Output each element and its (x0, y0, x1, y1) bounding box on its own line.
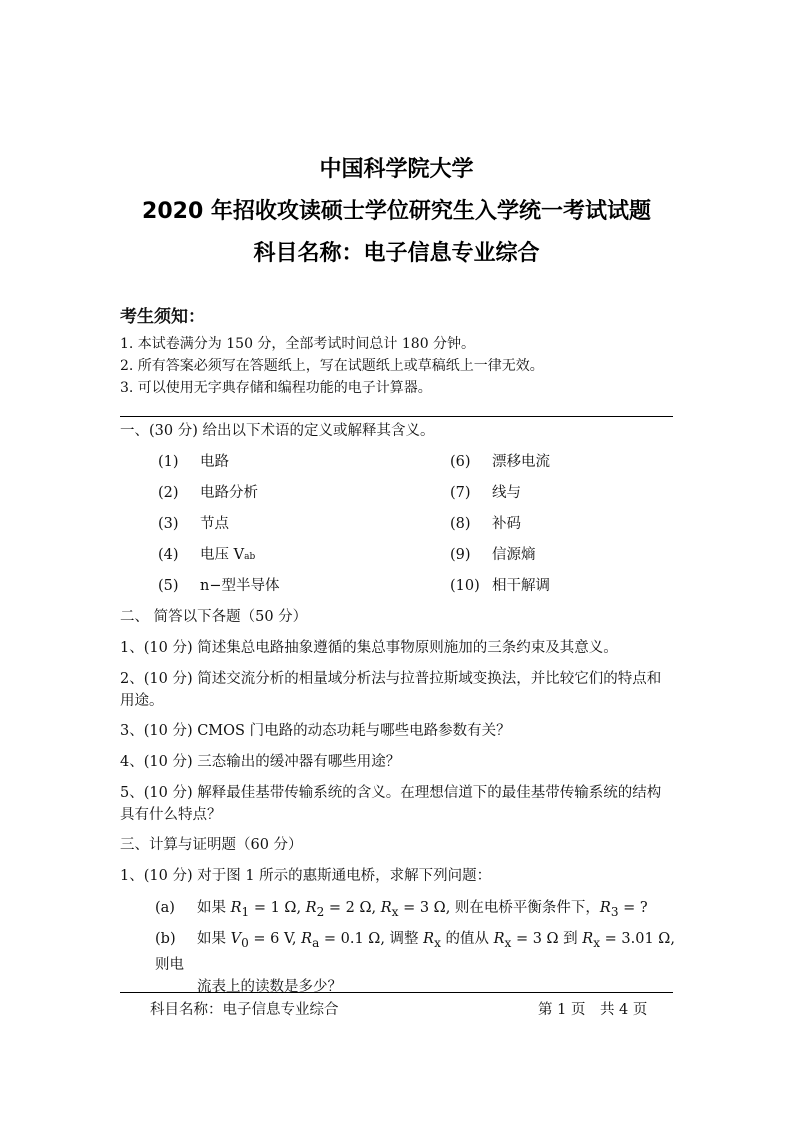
question-3-1-a (155, 897, 675, 923)
subquestion-label: (b) (155, 931, 176, 947)
term-number: (10) (450, 578, 480, 594)
subscript: 2 (316, 904, 325, 919)
text-run: = 6 V, (248, 931, 302, 947)
term-text: n−型半导体 (200, 578, 280, 594)
symbol-r3: R (599, 900, 611, 916)
term-number: (1) (158, 454, 179, 470)
term-3 (158, 514, 229, 534)
term-8 (450, 514, 521, 534)
term-number: (6) (450, 454, 471, 470)
term-number: (5) (158, 578, 179, 594)
term-9 (450, 545, 536, 565)
text-run-line2: 流表上的读数是多少？ (197, 978, 342, 995)
term-text: 节点 (200, 516, 229, 532)
term-number: (2) (158, 485, 179, 501)
term-10 (450, 576, 550, 596)
subscript: x (504, 935, 512, 950)
text-run: = 2 Ω, (324, 900, 381, 916)
subscript: 3 (610, 904, 619, 919)
question-3-1: 1、(10 分) 对于图 1 所示的惠斯通电桥，求解下列问题： (120, 868, 492, 884)
text-run: = 0.1 Ω, 调整 (319, 931, 424, 947)
text-run: 如果 (197, 900, 231, 916)
university-title: 中国科学院大学 (319, 157, 474, 182)
notice-item-2: 2. 所有答案必须写在答题纸上，写在试题纸上或草稿纸上一律无效。 (120, 358, 544, 374)
term-7 (450, 483, 521, 503)
subscript: 0 (241, 935, 249, 950)
term-text: 电路 (200, 454, 229, 470)
notice-heading: 考生须知： (120, 307, 205, 327)
term-text: 电路分析 (200, 485, 258, 501)
term-text: 相干解调 (492, 578, 550, 594)
subquestion-label: (a) (155, 900, 175, 916)
subscript: x (391, 904, 399, 919)
symbol-rx: R (493, 931, 505, 947)
term-text: 线与 (492, 485, 521, 501)
symbol-ra: R (301, 931, 313, 947)
term-4 (158, 545, 255, 567)
term-text: 电压 V (200, 547, 245, 563)
question-3-1-b (155, 928, 675, 998)
subscript: x (593, 935, 601, 950)
section1-heading: 一、(30 分) 给出以下术语的定义或解释其含义。 (120, 423, 435, 439)
notice-item-1: 1. 本试卷满分为 150 分，全部考试时间总计 180 分钟。 (120, 336, 476, 352)
subscript: x (434, 935, 441, 950)
section3-heading: 三、计算与证明题（60 分） (120, 837, 303, 853)
symbol-v0: V (230, 931, 242, 947)
term-subscript: ab (244, 552, 256, 562)
section-divider (120, 416, 673, 417)
question-2-4: 4、(10 分) 三态输出的缓冲器有哪些用途？ (120, 754, 401, 770)
question-2-2: 2、(10 分) 简述交流分析的相量域分析法与拉普拉斯域变换法，并比较它们的特点和用途。 (120, 671, 662, 709)
term-1 (158, 452, 229, 472)
symbol-rx: R (380, 900, 392, 916)
footer-divider (120, 992, 673, 993)
exam-title: 2020 年招收攻读硕士学位研究生入学统一考试试题 (142, 199, 651, 224)
symbol-r1: R (230, 900, 242, 916)
term-number: (8) (450, 516, 471, 532)
symbol-rx: R (423, 931, 435, 947)
term-number: (3) (158, 516, 179, 532)
question-2-3: 3、(10 分) CMOS 门电路的动态功耗与哪些电路参数有关？ (120, 723, 511, 739)
footer-subject: 科目名称：电子信息专业综合 (150, 1002, 339, 1018)
term-6 (450, 452, 550, 472)
term-2 (158, 483, 258, 503)
term-text: 补码 (492, 516, 521, 532)
term-number: (9) (450, 547, 471, 563)
text-run: = 3.01 Ω, 则电 (155, 931, 675, 973)
text-run: = 3 Ω 到 (511, 931, 583, 947)
text-run: = 1 Ω, (249, 900, 306, 916)
footer-page-number: 第 1 页 共 4 页 (538, 1002, 648, 1018)
subscript: 1 (241, 904, 250, 919)
section2-heading: 二、 简答以下各题（50 分） (120, 609, 308, 625)
term-text: 信源熵 (492, 547, 536, 563)
term-5 (158, 576, 280, 596)
question-2-5: 5、(10 分) 解释最佳基带传输系统的含义。在理想信道下的最佳基带传输系统的结构具有什么特点？ (120, 785, 662, 823)
subject-title: 科目名称：电子信息专业综合 (253, 241, 540, 266)
symbol-r2: R (305, 900, 317, 916)
text-run: = 3 Ω, 则在电桥平衡条件下， (398, 900, 600, 916)
term-text: 漂移电流 (492, 454, 550, 470)
text-run: 如果 (197, 931, 231, 947)
question-2-1: 1、(10 分) 简述集总电路抽象遵循的集总事物原则施加的三条约束及其意义。 (120, 640, 618, 656)
subscript: a (312, 935, 320, 950)
notice-item-3: 3. 可以使用无字典存储和编程功能的电子计算器。 (120, 380, 432, 396)
symbol-rx: R (582, 931, 594, 947)
term-number: (4) (158, 547, 179, 563)
text-run: 的值从 (440, 931, 494, 947)
text-run: = ? (618, 900, 648, 916)
term-number: (7) (450, 485, 471, 501)
